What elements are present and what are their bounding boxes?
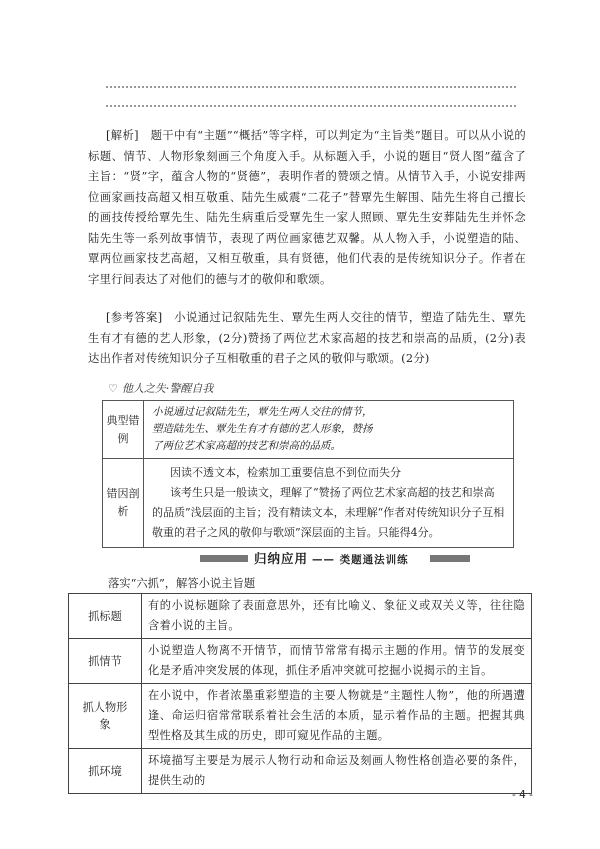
method-text: 有的小说标题除了表面意思外，还有比喻义、象征义或双关义等，往往隐含着小说的主旨。	[142, 594, 532, 639]
method-text: 小说塑造人物离不开情节，而情节常常有揭示主题的作用。情节的发展变化是矛盾冲突发展的体现，抓住矛盾冲突就可挖掘小说揭示的主旨。	[142, 639, 532, 684]
answer-blank-line-1	[106, 86, 516, 88]
method-label: 抓情节	[69, 639, 142, 684]
reference-answer-paragraph: [参考答案] 小说通过记叙陆先生、覃先生两人交往的情节，塑造了陆先生、覃先生有才有德的艺人形象，(2分)赞扬了两位艺术家高超的技艺和崇高的品质，(2分)表达出作者对传统知识分子互相敬重的君子之风的敬仰与歌颂。(2分)	[88, 311, 526, 365]
answer-blank-line-2	[106, 105, 516, 107]
error-cause: 因读不透文本，检索加工重要信息不到位而失分	[170, 466, 401, 479]
method-label: 抓标题	[69, 594, 142, 639]
section-banner	[0, 549, 600, 567]
banner-main: 归纳应用	[254, 551, 309, 566]
method-text: 环境描写主要是为展示人物行动和命运及刻画人物性格创造必要的条件，提供生动的	[142, 749, 532, 794]
typical-error-handwriting	[144, 401, 514, 459]
method-row	[69, 639, 532, 684]
error-analysis-text	[144, 459, 514, 548]
method-text: 在小说中，作者浓墨重彩塑造的主要人物就是“主题性人物”，他的所遇遭逢、命运归宿常常联系着社会生活的本质，显示着作品的主题。把握其典型性格及其生成的历史，即可窥见作品的主题。	[142, 684, 532, 749]
handwriting-line: 小说通过记叙陆先生，覃先生两人交往的情节，	[152, 406, 373, 418]
method-label: 抓环境	[69, 749, 142, 794]
section-title: 落实“六抓”，解答小说主旨题	[108, 577, 256, 590]
error-example-table	[102, 400, 514, 548]
method-row	[69, 684, 532, 749]
typical-error-row	[103, 401, 514, 459]
banner-bar-right	[430, 555, 470, 562]
error-analysis-row	[103, 459, 514, 548]
method-row	[69, 749, 532, 794]
six-methods-table	[68, 593, 532, 794]
method-row	[69, 594, 532, 639]
handwriting-line: 了两位艺术家高超的技艺和崇高的品质。	[152, 440, 341, 452]
page-number: - 4 -	[512, 789, 533, 801]
error-analysis-label: 错因剖析	[103, 459, 144, 548]
error-explanation: 该考生只是一般读文，理解了“赞扬了两位艺术家高超的技艺和崇高的品质”浅层面的主旨；没有精读文本，未理解“作者对传统知识分子互相敬重的君子之风的敬仰与歌颂”深层面的主旨。只能得4分。	[152, 486, 505, 539]
handwriting-line: 塑造陆先生、覃先生有才有德的艺人形象，赞扬	[152, 423, 373, 435]
banner-title	[254, 549, 409, 567]
heart-icon: ♡	[108, 382, 118, 395]
typical-error-label: 典型错例	[103, 401, 144, 459]
banner-sub: —— 类题通法训练	[312, 554, 409, 566]
warning-heading-text: 他人之失·警醒自我	[121, 382, 214, 395]
warning-heading	[108, 380, 213, 396]
analysis-paragraph: [解析] 题干中有“主题”“概括”等字样，可以判定为“主旨类”题目。可以从小说的标题、情节、人物形象刻画三个角度入手。从标题入手，小说的题目“贤人图”蕴含了主旨：“贤”字，蕴含人物的“贤德”，表明作者的赞颂之情。从情节入手，小说安排两位画家画技高超又相互敬重、陆先生威震“二花子”替覃先生解围、陆先生将自己擅长的画技传授给覃先生、陆先生病重后受覃先生一家人照顾、覃先生安葬陆先生并怀念陆先生等一系列故事情节，表现了两位画家德艺双馨。从人物入手，小说塑造的陆、覃两位画家技艺高超，又相互敬重，具有贤德，他们代表的是传统知识分子。作者在字里行间表达了对他们的德与才的敬仰和歌颂。	[88, 129, 526, 286]
method-label: 抓人物形象	[69, 684, 142, 749]
banner-bar-left	[200, 555, 248, 562]
